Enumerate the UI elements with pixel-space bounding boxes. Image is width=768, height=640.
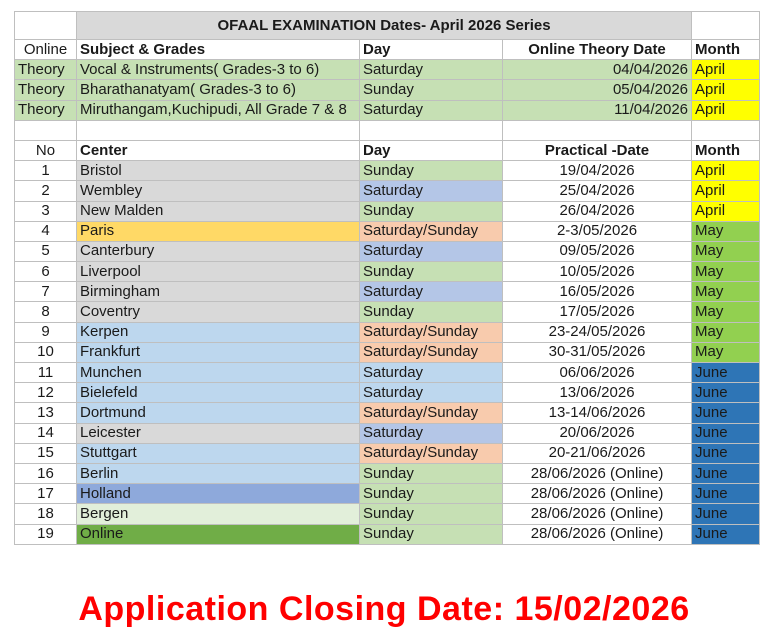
theory-row: [15, 100, 760, 120]
theory-subject: Vocal & Instruments( Grades-3 to 6): [77, 60, 360, 80]
center-name: Munchen: [77, 363, 360, 383]
exam-day: Sunday: [360, 161, 503, 181]
practical-date: 26/04/2026: [503, 201, 692, 221]
title-row: [15, 12, 760, 40]
title-blank-right: [692, 12, 760, 40]
theory-header-subject: Subject & Grades: [77, 40, 360, 60]
theory-day: Saturday: [360, 100, 503, 120]
table-row: [15, 201, 760, 221]
theory-subject: Bharathanatyam( Grades-3 to 6): [77, 80, 360, 100]
row-number: 12: [15, 383, 77, 403]
theory-row: [15, 80, 760, 100]
theory-date: 11/04/2026: [503, 100, 692, 120]
exam-day: Saturday/Sunday: [360, 403, 503, 423]
practical-header-month: Month: [692, 140, 760, 160]
spacer-cell: [77, 120, 360, 140]
exam-month: June: [692, 524, 760, 544]
exam-month: June: [692, 463, 760, 483]
table-row: [15, 423, 760, 443]
practical-date: 17/05/2026: [503, 302, 692, 322]
exam-month: May: [692, 262, 760, 282]
theory-header-row: [15, 40, 760, 60]
table-row: [15, 443, 760, 463]
table-title: OFAAL EXAMINATION Dates- April 2026 Series: [77, 12, 692, 40]
title-blank-left: [15, 12, 77, 40]
table-row: [15, 403, 760, 423]
theory-row: [15, 60, 760, 80]
exam-day: Saturday/Sunday: [360, 342, 503, 362]
table-row: [15, 342, 760, 362]
practical-date: 13/06/2026: [503, 383, 692, 403]
center-name: Kerpen: [77, 322, 360, 342]
exam-month: June: [692, 423, 760, 443]
center-name: Liverpool: [77, 262, 360, 282]
practical-date: 20-21/06/2026: [503, 443, 692, 463]
exam-dates-table: [14, 11, 760, 545]
practical-date: 20/06/2026: [503, 423, 692, 443]
theory-type: Theory: [15, 80, 77, 100]
exam-month: April: [692, 201, 760, 221]
exam-month: May: [692, 322, 760, 342]
exam-month: April: [692, 181, 760, 201]
theory-header-day: Day: [360, 40, 503, 60]
spacer-row: [15, 120, 760, 140]
practical-date: 06/06/2026: [503, 363, 692, 383]
practical-date: 28/06/2026 (Online): [503, 524, 692, 544]
exam-month: May: [692, 221, 760, 241]
row-number: 8: [15, 302, 77, 322]
theory-type: Theory: [15, 100, 77, 120]
exam-day: Saturday: [360, 383, 503, 403]
table-row: [15, 302, 760, 322]
exam-day: Saturday: [360, 241, 503, 261]
center-name: Coventry: [77, 302, 360, 322]
exam-day: Sunday: [360, 504, 503, 524]
row-number: 7: [15, 282, 77, 302]
row-number: 13: [15, 403, 77, 423]
theory-month: April: [692, 100, 760, 120]
spacer-cell: [503, 120, 692, 140]
exam-month: June: [692, 363, 760, 383]
exam-day: Saturday/Sunday: [360, 443, 503, 463]
table-row: [15, 363, 760, 383]
center-name: Dortmund: [77, 403, 360, 423]
exam-day: Sunday: [360, 524, 503, 544]
practical-date: 25/04/2026: [503, 181, 692, 201]
center-name: New Malden: [77, 201, 360, 221]
application-closing-date: Application Closing Date: 15/02/2026: [78, 590, 690, 628]
practical-date: 19/04/2026: [503, 161, 692, 181]
center-name: Bergen: [77, 504, 360, 524]
practical-date: 28/06/2026 (Online): [503, 484, 692, 504]
center-name: Wembley: [77, 181, 360, 201]
table-row: [15, 282, 760, 302]
theory-month: April: [692, 60, 760, 80]
table-row: [15, 181, 760, 201]
row-number: 9: [15, 322, 77, 342]
row-number: 17: [15, 484, 77, 504]
theory-header-month: Month: [692, 40, 760, 60]
center-name: Leicester: [77, 423, 360, 443]
row-number: 16: [15, 463, 77, 483]
theory-date: 04/04/2026: [503, 60, 692, 80]
exam-day: Sunday: [360, 484, 503, 504]
center-name: Birmingham: [77, 282, 360, 302]
exam-day: Saturday: [360, 423, 503, 443]
practical-date: 10/05/2026: [503, 262, 692, 282]
practical-date: 30-31/05/2026: [503, 342, 692, 362]
row-number: 4: [15, 221, 77, 241]
theory-date: 05/04/2026: [503, 80, 692, 100]
center-name: Stuttgart: [77, 443, 360, 463]
practical-header-no: No: [15, 140, 77, 160]
row-number: 5: [15, 241, 77, 261]
table-row: [15, 383, 760, 403]
exam-day: Saturday: [360, 363, 503, 383]
theory-type: Theory: [15, 60, 77, 80]
theory-header-date: Online Theory Date: [503, 40, 692, 60]
theory-subject: Miruthangam,Kuchipudi, All Grade 7 & 8: [77, 100, 360, 120]
center-name: Holland: [77, 484, 360, 504]
exam-day: Sunday: [360, 201, 503, 221]
table-row: [15, 322, 760, 342]
exam-month: May: [692, 241, 760, 261]
table-row: [15, 504, 760, 524]
theory-day: Sunday: [360, 80, 503, 100]
exam-month: May: [692, 302, 760, 322]
practical-header-center: Center: [77, 140, 360, 160]
row-number: 6: [15, 262, 77, 282]
row-number: 3: [15, 201, 77, 221]
practical-date: 2-3/05/2026: [503, 221, 692, 241]
row-number: 18: [15, 504, 77, 524]
exam-day: Sunday: [360, 262, 503, 282]
table-row: [15, 161, 760, 181]
row-number: 1: [15, 161, 77, 181]
center-name: Paris: [77, 221, 360, 241]
table-row: [15, 484, 760, 504]
exam-day: Saturday/Sunday: [360, 322, 503, 342]
theory-month: April: [692, 80, 760, 100]
practical-date: 09/05/2026: [503, 241, 692, 261]
row-number: 15: [15, 443, 77, 463]
row-number: 14: [15, 423, 77, 443]
spacer-cell: [360, 120, 503, 140]
table-row: [15, 524, 760, 544]
table-row: [15, 262, 760, 282]
center-name: Bielefeld: [77, 383, 360, 403]
exam-day: Saturday: [360, 181, 503, 201]
exam-month: April: [692, 161, 760, 181]
exam-day: Saturday/Sunday: [360, 221, 503, 241]
exam-month: June: [692, 403, 760, 423]
row-number: 19: [15, 524, 77, 544]
practical-date: 16/05/2026: [503, 282, 692, 302]
exam-month: June: [692, 484, 760, 504]
table-row: [15, 221, 760, 241]
practical-header-date: Practical -Date: [503, 140, 692, 160]
exam-day: Sunday: [360, 463, 503, 483]
exam-month: May: [692, 342, 760, 362]
practical-header-day: Day: [360, 140, 503, 160]
center-name: Frankfurt: [77, 342, 360, 362]
exam-month: June: [692, 443, 760, 463]
practical-date: 28/06/2026 (Online): [503, 504, 692, 524]
row-number: 11: [15, 363, 77, 383]
practical-date: 13-14/06/2026: [503, 403, 692, 423]
exam-month: June: [692, 383, 760, 403]
center-name: Online: [77, 524, 360, 544]
spacer-cell: [15, 120, 77, 140]
practical-date: 23-24/05/2026: [503, 322, 692, 342]
row-number: 10: [15, 342, 77, 362]
table-row: [15, 241, 760, 261]
center-name: Canterbury: [77, 241, 360, 261]
center-name: Bristol: [77, 161, 360, 181]
exam-day: Sunday: [360, 302, 503, 322]
table-row: [15, 463, 760, 483]
practical-header-row: [15, 140, 760, 160]
theory-header-online: Online: [15, 40, 77, 60]
spacer-cell: [692, 120, 760, 140]
exam-day: Saturday: [360, 282, 503, 302]
exam-month: May: [692, 282, 760, 302]
row-number: 2: [15, 181, 77, 201]
center-name: Berlin: [77, 463, 360, 483]
practical-date: 28/06/2026 (Online): [503, 463, 692, 483]
theory-day: Saturday: [360, 60, 503, 80]
exam-month: June: [692, 504, 760, 524]
